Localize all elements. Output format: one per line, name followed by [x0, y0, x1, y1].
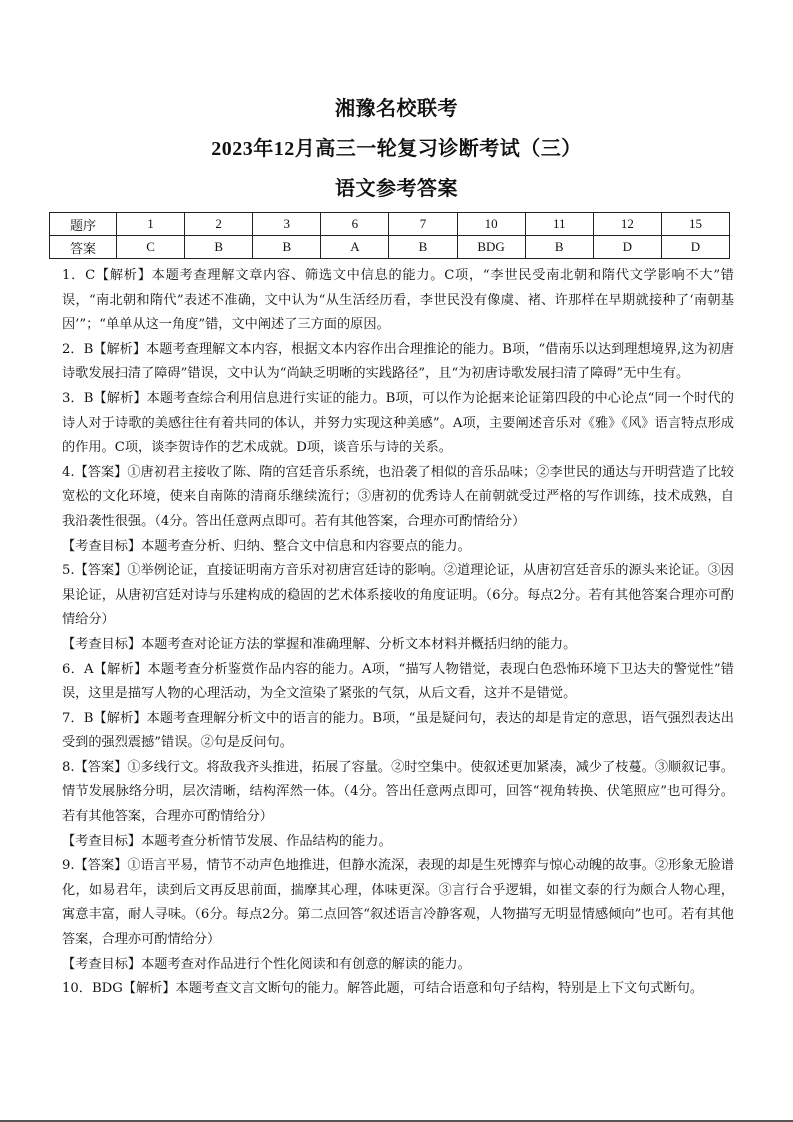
- explanation-q10: 10．BDG【解析】本题考查文言文断句的能力。解答此题，可结合语意和句子结构，特别是上下文句式断句。: [62, 981, 704, 997]
- answer-cell: B: [253, 236, 321, 259]
- question-number: 15: [661, 213, 729, 236]
- question-number: 7: [389, 213, 457, 236]
- question-number: 1: [117, 213, 185, 236]
- objective-q4: 【考查目标】本题考查分析、归纳、整合文中信息和内容要点的能力。: [62, 538, 471, 554]
- answer-explanations: [62, 264, 734, 1002]
- answer-table-question-row: [50, 213, 730, 236]
- explanation-q2: 2．B【解析】本题考查理解文本内容，根据文本内容作出合理推论的能力。B项，“借南乐以达到理想境界,这为初唐诗歌发展扫清了障碍”错误，文中认为“尚缺乏明晰的实践路径”，且“为初唐诗歌发展扫清了障碍”无中生有。: [62, 341, 734, 382]
- explanation-q6: 6．A【解析】本题考查分析鉴赏作品内容的能力。A项，“描写人物错觉，表现白色恐怖环境下卫达夫的警觉性”错误，这里是描写人物的心理活动，为全文渲染了紧张的气氛，从后文看，这并不是错觉。: [62, 661, 734, 702]
- answer-cell: C: [117, 236, 185, 259]
- answer-cell: B: [185, 236, 253, 259]
- objective-q9: 【考查目标】本题考查对作品进行个性化阅读和有创意的解读的能力。: [62, 956, 471, 972]
- answer-cell: D: [593, 236, 661, 259]
- question-number: 3: [253, 213, 321, 236]
- row-label-question: 题序: [50, 213, 117, 236]
- answer-cell: B: [525, 236, 593, 259]
- answer-cell: BDG: [457, 236, 525, 259]
- exam-organization-title: 湘豫名校联考: [335, 98, 458, 120]
- exam-name-title: 2023年12月高三一轮复习诊断考试（三）: [211, 138, 582, 160]
- answer-table-answer-row: [50, 236, 730, 259]
- objective-q8: 【考查目标】本题考查分析情节发展、作品结构的能力。: [62, 833, 392, 849]
- answer-cell: A: [321, 236, 389, 259]
- explanation-q9: 9.【答案】①语言平易，情节不动声色地推进，但静水流深，表现的却是生死博弈与惊心动魄的故事。②形象无脸谱化，如易君年，读到后文再反思前面，揣摩其心理，体味更深。③言行合乎逻辑，如崔文泰的行为颇合人物心理，寓意丰富，耐人寻味。（6分。每点2分。第二点回答“叙述语言冷静客观，人物描写无明显情感倾向”也可。若有其他答案，合理亦可酌情给分）: [62, 858, 734, 948]
- explanation-q4: 4.【答案】①唐初君主接收了陈、隋的宫廷音乐系统，也沿袭了相似的音乐品味；②李世民的通达与开明营造了比较宽松的文化环境，使来自南陈的清商乐继续流行；③唐初的优秀诗人在前朝就受过严格的写作训练，技术成熟，自我沿袭性很强。（4分。答出任意两点即可。若有其他答案，合理亦可酌情给分）: [62, 464, 734, 529]
- explanation-q7: 7．B【解析】本题考查理解分析文中的语言的能力。B项，“虽是疑问句，表达的却是肯定的意思，语气强烈表达出受到的强烈震撼”错误。②句是反问句。: [62, 710, 734, 751]
- objective-q5: 【考查目标】本题考查对论证方法的掌握和准确理解、分析文本材料并概括归纳的能力。: [62, 636, 577, 652]
- explanation-q1: 1．C【解析】本题考查理解文章内容、筛选文中信息的能力。C项，“李世民受南北朝和隋代文学影响不大”错误，“南北朝和隋代”表述不准确，文中认为“从生活经历看，李世民没有像虞、褚、许那样在早期就接种了‘南朝基因’”；“单单从这一角度”错，文中阐述了三方面的原因。: [62, 268, 734, 333]
- explanation-q3: 3．B【解析】本题考查综合利用信息进行实证的能力。B项，可以作为论据来论证第四段的中心论点“同一个时代的诗人对于诗歌的美感往往有着共同的体认，并努力实现这种美感”。A项，主要阐述音乐对《雅》《风》语言特点形成的作用。C项，谈李贺诗作的艺术成就。D项，谈音乐与诗的关系。: [62, 390, 734, 456]
- question-number: 10: [457, 213, 525, 236]
- document-subject-title: 语文参考答案: [335, 178, 458, 200]
- question-number: 2: [185, 213, 253, 236]
- row-label-answer: 答案: [50, 236, 117, 259]
- question-number: 12: [593, 213, 661, 236]
- answer-cell: D: [661, 236, 729, 259]
- explanation-q5: 5.【答案】①举例论证，直接证明南方音乐对初唐宫廷诗的影响。②道理论证，从唐初宫廷音乐的源头来论证。③因果论证，从唐初宫廷对诗与乐建构成的稳固的艺术体系接收的角度证明。（6分。每点2分。若有其他答案合理亦可酌情给分）: [62, 563, 734, 628]
- explanation-q8: 8.【答案】①多线行文。将敌我齐头推进，拓展了容量。②时空集中。使叙述更加紧凑，减少了枝蔓。③顺叙记事。情节发展脉络分明，层次清晰，结构浑然一体。（4分。答出任意两点即可，回答“视角转换、伏笔照应”也可得分。若有其他答案，合理亦可酌情给分）: [62, 759, 734, 825]
- answer-table: [49, 212, 730, 259]
- question-number: 6: [321, 213, 389, 236]
- question-number: 11: [525, 213, 593, 236]
- answer-cell: B: [389, 236, 457, 259]
